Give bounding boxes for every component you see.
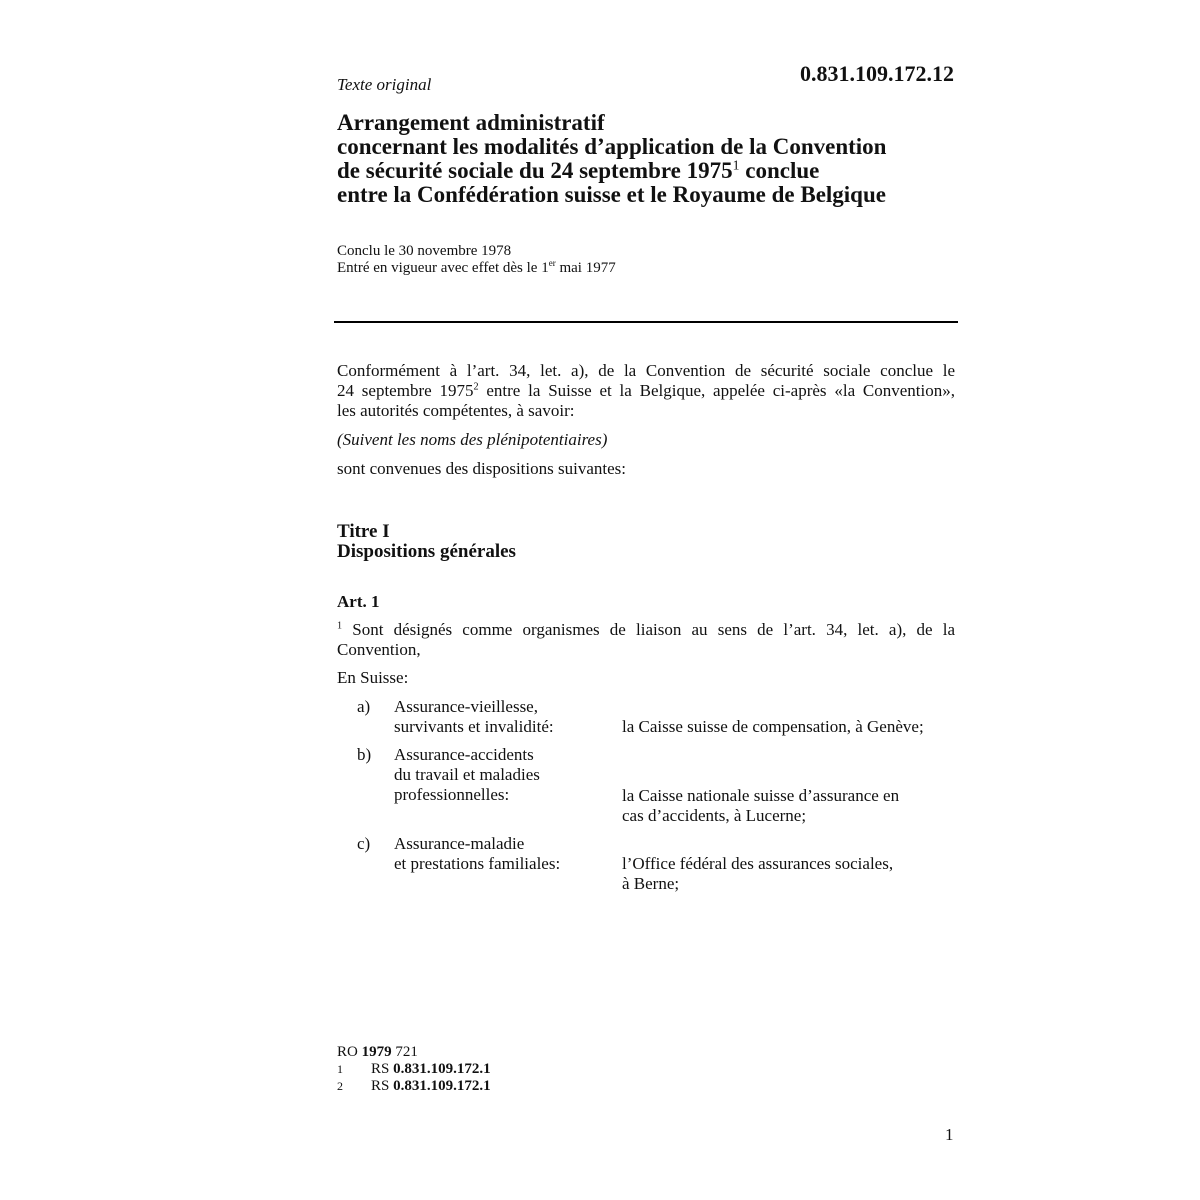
- ro-reference: RO 1979 721: [337, 1044, 418, 1060]
- plenipotentiaries-note: (Suivent les noms des plénipotentiaires): [337, 430, 608, 449]
- titre-heading: [337, 522, 516, 562]
- entry-into-force: Entré en vigueur avec effet dès le 1er mai 1977: [337, 258, 616, 276]
- title-line-1: Arrangement administratif: [337, 110, 605, 135]
- item-b-body: la Caisse nationale suisse d’assurance en cas d’accidents, à Lucerne;: [622, 786, 900, 825]
- header-divider: [334, 321, 958, 323]
- document-dates: [337, 243, 616, 277]
- footnote-ref-1: 1: [732, 157, 740, 173]
- country-label: En Suisse:: [337, 668, 409, 687]
- article-paragraph-line-1: $^1$ Sont désignés comme organismes de liaison au sens de l’art. 34, let. a), de la: [337, 620, 955, 639]
- footnote-ref-2: 2: [473, 381, 479, 393]
- page-number: 1: [945, 1125, 954, 1144]
- titre-name: Dispositions générales: [337, 541, 516, 562]
- titre-number: Titre I: [337, 521, 390, 542]
- footnote-1: 1 RS 0.831.109.172.1: [337, 1061, 491, 1077]
- item-c-letter: c): [357, 834, 371, 853]
- concluded-date: Conclu le 30 novembre 1978: [337, 243, 512, 259]
- item-b-branch: Assurance-accidents du travail et maladies professionnelles:: [394, 745, 540, 804]
- item-b-letter: b): [357, 745, 372, 764]
- title-line-4: entre la Confédération suisse et le Royaume de Belgique: [337, 182, 886, 207]
- item-c-branch: Assurance-maladie et prestations familiales:: [394, 834, 561, 873]
- article-heading: Art. 1: [337, 592, 380, 611]
- article-paragraph: [337, 620, 955, 660]
- title-line-2: concernant les modalités d’application de la Convention: [337, 134, 887, 159]
- item-a-body: la Caisse suisse de compensation, à Genève;: [622, 717, 924, 736]
- preamble-line-3: les autorités compétentes, à savoir:: [337, 401, 575, 420]
- article-paragraph-line-2: Convention,: [337, 640, 421, 659]
- footnote-2: 2 RS 0.831.109.172.1: [337, 1078, 491, 1094]
- item-a-branch: Assurance-vieillesse, survivants et invalidité:: [394, 697, 554, 736]
- document-label: Texte original: [337, 75, 432, 94]
- preamble: [337, 361, 955, 421]
- preamble-line-1: Conformément à l’art. 34, let. a), de la Convention de sécurité sociale conclue le: [337, 361, 955, 380]
- title-line-3: de sécurité sociale du 24 septembre 1975$^1$ conclue: [337, 157, 820, 183]
- rs-number: 0.831.109.172.12: [800, 61, 954, 86]
- item-c-body: l’Office fédéral des assurances sociales, à Berne;: [622, 854, 894, 893]
- item-a-letter: a): [357, 697, 371, 716]
- footnotes: [337, 1044, 491, 1095]
- preamble-line-2: 24 septembre 1975$^2$ entre la Suisse et la Belgique, appelée ci-après «la Convention»,: [337, 381, 955, 400]
- document-title: [337, 111, 886, 207]
- agreed-provisions: sont convenues des dispositions suivantes:: [337, 459, 626, 478]
